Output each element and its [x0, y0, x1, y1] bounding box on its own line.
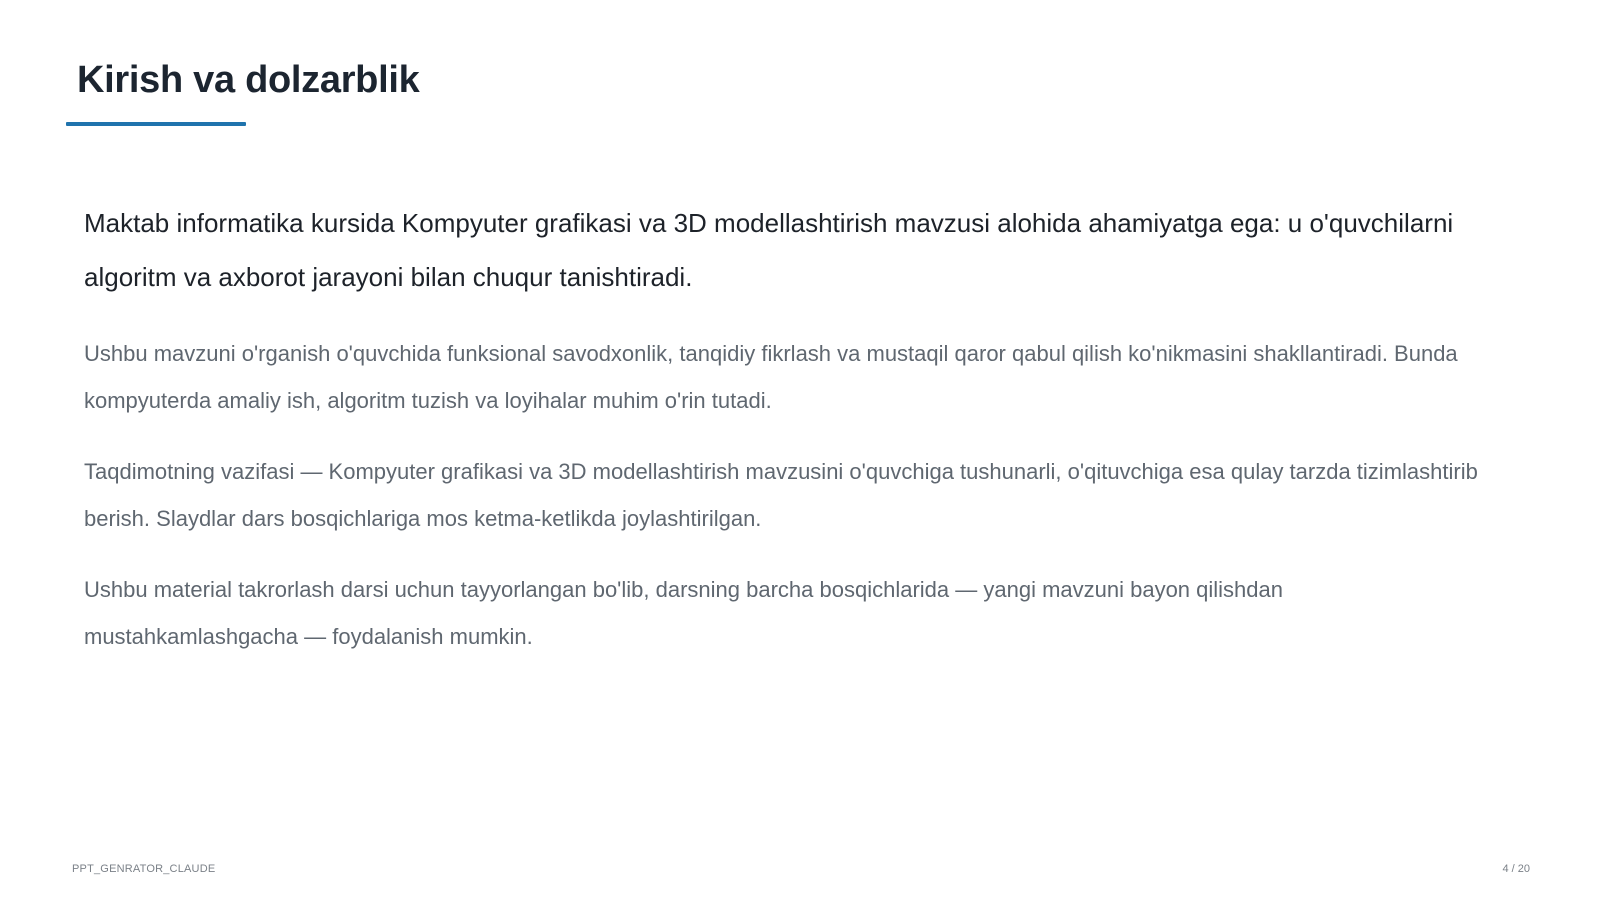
footer-brand: PPT_GENRATOR_CLAUDE — [72, 863, 216, 875]
body-paragraph-1: Ushbu mavzuni o'rganish o'quvchida funksional savodxonlik, tanqidiy fikrlash va mustaqil qaror qabul qilish ko'nikmasini shakllantiradi. Bunda kompyuterda amaliy ish, algoritm tuzish va loyihalar muhim o'rin tutadi. — [84, 341, 1458, 413]
lead-paragraph: Maktab informatika kursida Kompyuter grafikasi va 3D modellashtirish mavzusi alohida ahamiyatga ega: u o'quvchilarni algoritm va axborot jarayoni bilan chuqur tanishtiradi. — [84, 208, 1454, 292]
body-paragraph-3: Ushbu material takrorlash darsi uchun tayyorlangan bo'lib, darsning barcha bosqichlarida — yangi mavzuni bayon qilishdan mustahkamlashgacha — foydalanish mumkin. — [84, 577, 1283, 649]
slide-content — [84, 196, 1484, 684]
body-paragraph-2: Taqdimotning vazifasi — Kompyuter grafikasi va 3D modellashtirish mavzusini o'quvchiga tushunarli, o'qituvchiga esa qulay tarzda tizimlashtirib berish. Slaydlar dars bosqichlariga mos ketma-ketlikda joylashtirilgan. — [84, 459, 1478, 531]
page-indicator: 4 / 20 — [1502, 863, 1530, 875]
title-underline — [66, 122, 246, 126]
slide-title: Kirish va dolzarblik — [77, 59, 420, 101]
